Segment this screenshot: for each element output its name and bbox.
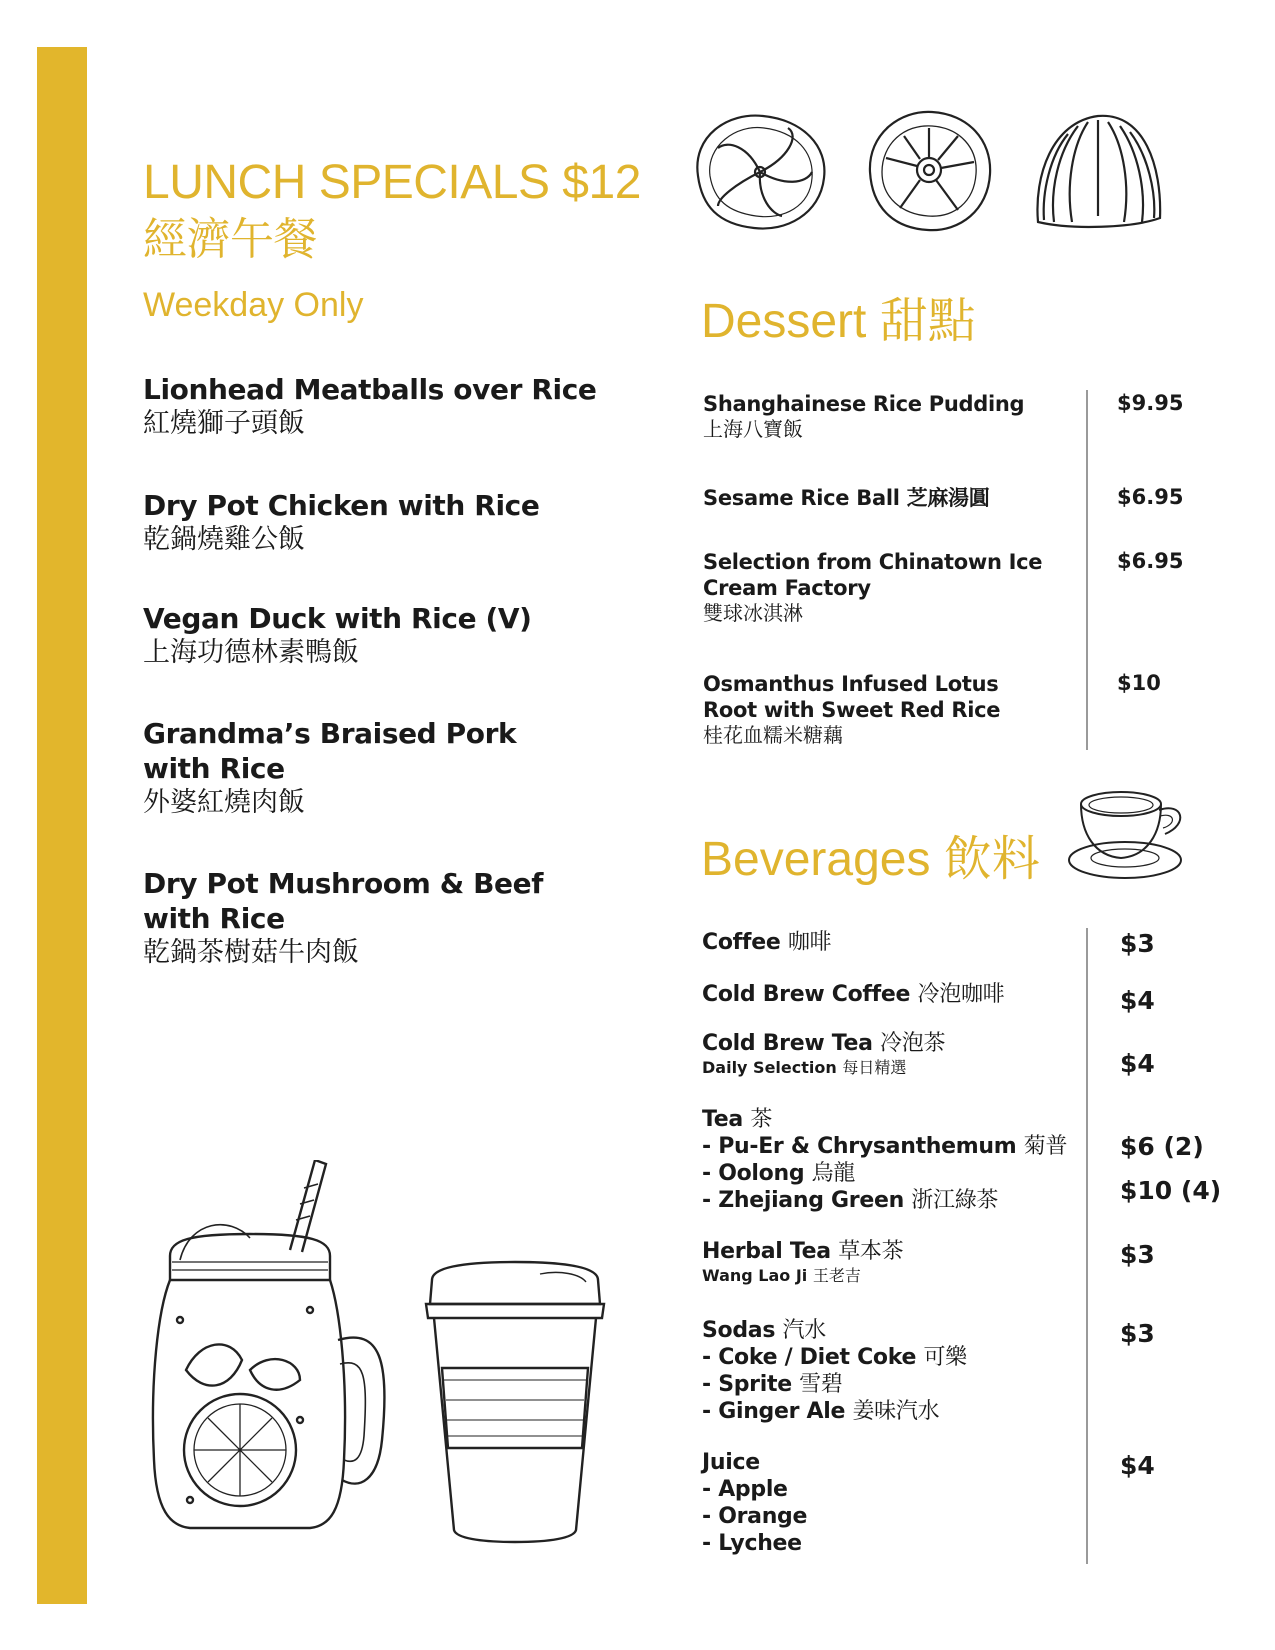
beverage-sub-zh: 每日精選 — [842, 1058, 907, 1077]
dessert-divider — [1086, 390, 1088, 750]
beverage-zh: 咖啡 — [787, 930, 832, 955]
dumplings-illustration — [688, 106, 1172, 238]
tea-line-zh: 菊普 — [1023, 1134, 1068, 1159]
dessert-item — [703, 391, 1093, 441]
lunch-item-zh: 外婆紅燒肉飯 — [143, 787, 305, 818]
lunch-item — [143, 601, 623, 670]
beverage-zh: 冷泡咖啡 — [917, 982, 1005, 1007]
soda-line-zh: 雪碧 — [799, 1372, 843, 1397]
beverage-en: Juice — [702, 1450, 760, 1475]
beverage-price: $4 — [1120, 986, 1155, 1015]
beverage-sub-en: Daily Selection — [702, 1058, 837, 1077]
beverage-sub-zh: 王老吉 — [812, 1266, 861, 1285]
lunch-item-en: Grandma’s Braised Pork with Rice — [143, 717, 517, 785]
beverage-en: Coffee — [702, 930, 781, 955]
lunch-item — [143, 716, 523, 820]
lunch-item-en: Lionhead Meatballs over Rice — [143, 373, 597, 406]
dessert-item — [703, 485, 1093, 511]
beverage-item — [702, 1449, 1082, 1557]
tea-line-en: - Oolong — [702, 1161, 805, 1186]
beverage-en: Tea — [702, 1107, 743, 1132]
lunch-item — [143, 372, 623, 441]
beverage-price: $3 — [1120, 1240, 1155, 1269]
beverage-price: $4 — [1120, 1451, 1155, 1480]
lunch-title — [143, 155, 641, 269]
juice-line: - Orange — [702, 1504, 808, 1529]
dessert-item-en: Osmanthus Infused Lotus Root with Sweet Red Rice — [703, 672, 1001, 722]
beverage-en: Cold Brew Coffee — [702, 982, 911, 1007]
lunch-item-en: Dry Pot Mushroom & Beef with Rice — [143, 867, 544, 935]
juice-line: - Lychee — [702, 1531, 802, 1556]
lunch-item-en: Dry Pot Chicken with Rice — [143, 489, 540, 522]
lunch-item — [143, 488, 623, 557]
tea-line-zh: 烏龍 — [811, 1161, 856, 1186]
lunch-item-en: Vegan Duck with Rice (V) — [143, 602, 532, 635]
beverage-en: Herbal Tea — [702, 1239, 831, 1264]
beverages-divider — [1086, 928, 1088, 1564]
juice-line: - Apple — [702, 1477, 788, 1502]
lunch-title-zh: 經濟午餐 — [143, 215, 317, 264]
dessert-item — [703, 549, 1043, 625]
bun-icon — [697, 116, 824, 229]
beverage-item — [702, 1238, 1082, 1287]
mason-jar-drink-icon — [150, 1160, 390, 1540]
teacup-icon — [1063, 784, 1191, 884]
accent-bar — [37, 47, 87, 1604]
dumpling-icon — [1037, 116, 1160, 227]
dessert-title: Dessert 甜點 — [701, 295, 976, 348]
dessert-item-zh: 上海八寶飯 — [703, 417, 803, 441]
lunch-item-zh: 乾鍋燒雞公飯 — [143, 524, 305, 555]
beverage-item — [702, 981, 1082, 1008]
dessert-item-en: Shanghainese Rice Pudding — [703, 392, 1025, 416]
beverage-zh: 冷泡茶 — [880, 1031, 946, 1056]
lunch-item-zh: 乾鍋茶樹菇牛肉飯 — [143, 937, 359, 968]
coffee-cup-icon — [420, 1260, 610, 1544]
dessert-price: $9.95 — [1117, 391, 1184, 415]
beverage-item — [702, 929, 1082, 956]
beverage-price: $6 (2) — [1120, 1132, 1204, 1161]
lunch-title-en: LUNCH SPECIALS $12 — [143, 156, 641, 209]
beverage-price: $3 — [1120, 1319, 1155, 1348]
beverages-title: Beverages 飲料 — [701, 833, 1040, 886]
lunch-item — [143, 866, 543, 970]
beverage-price: $3 — [1120, 929, 1155, 958]
dessert-item-en: Sesame Rice Ball 芝麻湯圓 — [703, 486, 990, 510]
soda-line-zh: 可樂 — [923, 1345, 967, 1370]
dessert-item — [703, 671, 1043, 747]
soda-line-zh: 姜味汽水 — [852, 1399, 940, 1424]
dessert-price: $6.95 — [1117, 549, 1184, 573]
soda-line-en: - Coke / Diet Coke — [702, 1345, 917, 1370]
lunch-item-zh: 上海功德林素鴨飯 — [143, 637, 359, 668]
dessert-price: $6.95 — [1117, 485, 1184, 509]
soda-line-en: - Ginger Ale — [702, 1399, 846, 1424]
beverage-zh: 茶 — [750, 1107, 773, 1132]
beverage-zh: 汽水 — [782, 1318, 826, 1343]
beverage-en: Sodas — [702, 1318, 776, 1343]
lunch-item-zh: 紅燒獅子頭飯 — [143, 408, 305, 439]
lunch-subtitle: Weekday Only — [143, 286, 364, 324]
beverage-en: Cold Brew Tea — [702, 1031, 873, 1056]
flower-bun-icon — [870, 112, 990, 230]
beverage-zh: 草本茶 — [838, 1239, 904, 1264]
tea-line-zh: 浙江綠茶 — [911, 1188, 999, 1213]
tea-line-en: - Pu-Er & Chrysanthemum — [702, 1134, 1017, 1159]
beverage-item — [702, 1030, 1082, 1079]
beverage-item — [702, 1317, 1082, 1425]
beverage-item — [702, 1106, 1082, 1214]
beverage-price: $10 (4) — [1120, 1176, 1222, 1205]
dessert-item-zh: 雙球冰淇淋 — [703, 601, 803, 625]
dessert-price: $10 — [1117, 671, 1161, 695]
dessert-item-en: Selection from Chinatown Ice Cream Factory — [703, 550, 1043, 600]
beverage-price: $4 — [1120, 1049, 1155, 1078]
dessert-item-zh: 桂花血糯米糖藕 — [703, 723, 843, 747]
tea-line-en: - Zhejiang Green — [702, 1188, 904, 1213]
beverage-sub-en: Wang Lao Ji — [702, 1266, 808, 1285]
soda-line-en: - Sprite — [702, 1372, 792, 1397]
